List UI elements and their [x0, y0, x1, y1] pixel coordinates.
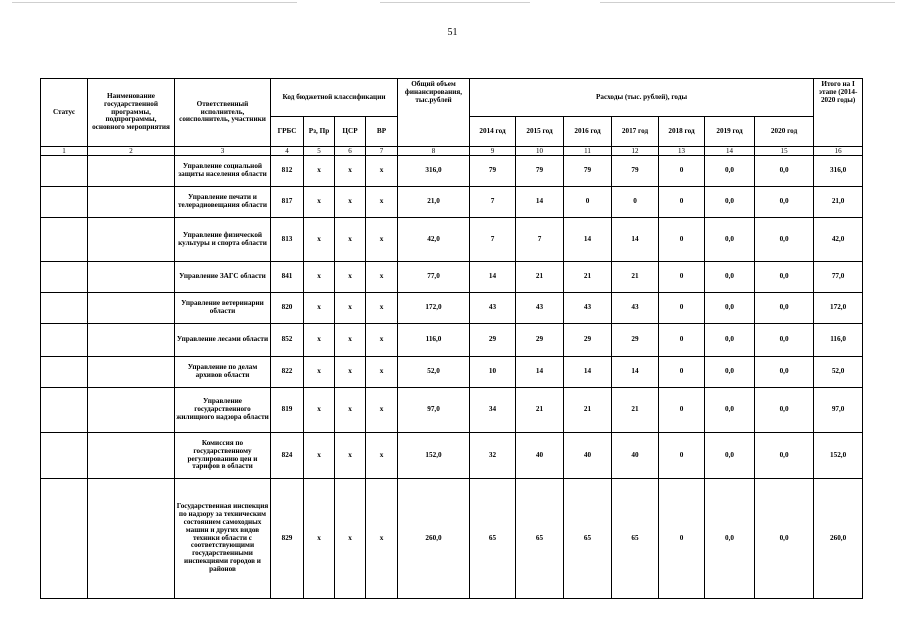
column-number: 9 [470, 147, 516, 156]
total-financing: 316,0 [398, 156, 470, 187]
header-year-2014: 2014 год [470, 117, 516, 147]
header-vr: ВР [366, 117, 398, 147]
table-row [41, 324, 863, 357]
total-financing: 52,0 [398, 357, 470, 388]
year-2016-value: 43 [564, 293, 612, 324]
stage-total-value: 52,0 [814, 357, 863, 388]
total-financing: 152,0 [398, 433, 470, 479]
year-2017-value: 79 [612, 156, 659, 187]
stage-total-value: 42,0 [814, 218, 863, 262]
year-2019-value: 0,0 [705, 357, 755, 388]
year-2018-value: 0 [659, 187, 705, 218]
year-2015-value: 14 [516, 357, 564, 388]
column-number: 11 [564, 147, 612, 156]
year-2014-value: 79 [470, 156, 516, 187]
top-rule-left [12, 2, 297, 3]
vr-code: х [366, 479, 398, 599]
participant-name: Управление по делам архивов области [175, 357, 271, 388]
csr-code: х [335, 388, 366, 433]
year-2014-value: 7 [470, 187, 516, 218]
stage-total-value: 260,0 [814, 479, 863, 599]
year-2014-value: 43 [470, 293, 516, 324]
year-2018-value: 0 [659, 433, 705, 479]
year-2020-value: 0,0 [755, 433, 814, 479]
year-2015-value: 79 [516, 156, 564, 187]
column-number: 6 [335, 147, 366, 156]
year-2017-value: 65 [612, 479, 659, 599]
year-2017-value: 14 [612, 357, 659, 388]
header-expenses: Расходы (тыс. рублей), годы [470, 79, 814, 117]
rz-pr-code: х [304, 187, 335, 218]
year-2020-value: 0,0 [755, 479, 814, 599]
year-2017-value: 21 [612, 262, 659, 293]
table-row [41, 293, 863, 324]
grbs-code: 819 [271, 388, 304, 433]
csr-code: х [335, 218, 366, 262]
grbs-code: 841 [271, 262, 304, 293]
vr-code: х [366, 262, 398, 293]
header-grbs: ГРБС [271, 117, 304, 147]
table-row [41, 388, 863, 433]
header-year-2019: 2019 год [705, 117, 755, 147]
table-row [41, 156, 863, 187]
rz-pr-code: х [304, 218, 335, 262]
grbs-code: 812 [271, 156, 304, 187]
rz-pr-code: х [304, 324, 335, 357]
header-total-financing: Общий объем финансирования, тыс.рублей [398, 79, 470, 147]
column-number: 8 [398, 147, 470, 156]
csr-code: х [335, 479, 366, 599]
stage-total-value: 172,0 [814, 293, 863, 324]
grbs-code: 817 [271, 187, 304, 218]
year-2020-value: 0,0 [755, 156, 814, 187]
header-executor: Ответственный исполнитель, соисполнитель, участники [175, 79, 271, 147]
total-financing: 116,0 [398, 324, 470, 357]
total-financing: 42,0 [398, 218, 470, 262]
status-cell [41, 187, 88, 218]
year-2019-value: 0,0 [705, 324, 755, 357]
header-budget-code: Код бюджетной классификации [271, 79, 398, 117]
year-2016-value: 29 [564, 324, 612, 357]
year-2014-value: 32 [470, 433, 516, 479]
year-2014-value: 10 [470, 357, 516, 388]
grbs-code: 852 [271, 324, 304, 357]
header-year-2020: 2020 год [755, 117, 814, 147]
column-number: 12 [612, 147, 659, 156]
year-2015-value: 40 [516, 433, 564, 479]
header-year-2018: 2018 год [659, 117, 705, 147]
total-financing: 21,0 [398, 187, 470, 218]
participant-name: Комиссия по государственному регулированию цен и тарифов в области [175, 433, 271, 479]
year-2015-value: 14 [516, 187, 564, 218]
year-2017-value: 0 [612, 187, 659, 218]
year-2014-value: 29 [470, 324, 516, 357]
header-program-name: Наименование государственной программы, подпрограммы, основного мероприятия [88, 79, 175, 147]
rz-pr-code: х [304, 479, 335, 599]
grbs-code: 822 [271, 357, 304, 388]
budget-table [40, 78, 863, 599]
program-name-cell [88, 324, 175, 357]
rz-pr-code: х [304, 262, 335, 293]
program-name-cell [88, 479, 175, 599]
vr-code: х [366, 433, 398, 479]
column-number: 7 [366, 147, 398, 156]
program-name-cell [88, 293, 175, 324]
stage-total-value: 97,0 [814, 388, 863, 433]
stage-total-value: 116,0 [814, 324, 863, 357]
participant-name: Управление печати и телерадиовещания области [175, 187, 271, 218]
program-name-cell [88, 262, 175, 293]
participant-name: Управление лесами области [175, 324, 271, 357]
top-rule-right [600, 2, 895, 3]
status-cell [41, 218, 88, 262]
grbs-code: 813 [271, 218, 304, 262]
participant-name: Государственная инспекция по надзору за техническим состоянием самоходных машин и других видов техники области с соответствующими государственными инспекциями городов и районов [175, 479, 271, 599]
stage-total-value: 316,0 [814, 156, 863, 187]
year-2019-value: 0,0 [705, 479, 755, 599]
status-cell [41, 479, 88, 599]
table-row [41, 433, 863, 479]
year-2014-value: 65 [470, 479, 516, 599]
grbs-code: 829 [271, 479, 304, 599]
column-number: 3 [175, 147, 271, 156]
year-2017-value: 43 [612, 293, 659, 324]
column-number: 2 [88, 147, 175, 156]
year-2018-value: 0 [659, 324, 705, 357]
table-row [41, 218, 863, 262]
participant-name: Управление государственного жилищного надзора области [175, 388, 271, 433]
grbs-code: 824 [271, 433, 304, 479]
top-rule-mid [380, 2, 530, 3]
program-name-cell [88, 187, 175, 218]
rz-pr-code: х [304, 388, 335, 433]
header-year-2016: 2016 год [564, 117, 612, 147]
table-row [41, 262, 863, 293]
vr-code: х [366, 357, 398, 388]
year-2018-value: 0 [659, 293, 705, 324]
year-2014-value: 14 [470, 262, 516, 293]
year-2018-value: 0 [659, 262, 705, 293]
year-2014-value: 7 [470, 218, 516, 262]
participant-name: Управление физической культуры и спорта области [175, 218, 271, 262]
stage-total-value: 77,0 [814, 262, 863, 293]
header-stage-total: Итого на I этапе (2014-2020 годы) [814, 79, 863, 147]
year-2018-value: 0 [659, 388, 705, 433]
rz-pr-code: х [304, 293, 335, 324]
status-cell [41, 156, 88, 187]
status-cell [41, 433, 88, 479]
year-2020-value: 0,0 [755, 324, 814, 357]
year-2018-value: 0 [659, 156, 705, 187]
year-2016-value: 0 [564, 187, 612, 218]
vr-code: х [366, 324, 398, 357]
rz-pr-code: х [304, 156, 335, 187]
csr-code: х [335, 357, 366, 388]
year-2015-value: 43 [516, 293, 564, 324]
year-2016-value: 65 [564, 479, 612, 599]
status-cell [41, 388, 88, 433]
table-row [41, 357, 863, 388]
csr-code: х [335, 187, 366, 218]
table-header [41, 79, 863, 156]
total-financing: 260,0 [398, 479, 470, 599]
year-2017-value: 21 [612, 388, 659, 433]
year-2019-value: 0,0 [705, 218, 755, 262]
year-2020-value: 0,0 [755, 388, 814, 433]
status-cell [41, 293, 88, 324]
column-number: 14 [705, 147, 755, 156]
program-name-cell [88, 156, 175, 187]
table-body [41, 156, 863, 599]
total-financing: 77,0 [398, 262, 470, 293]
year-2016-value: 21 [564, 388, 612, 433]
program-name-cell [88, 388, 175, 433]
header-status: Статус [41, 79, 88, 147]
year-2015-value: 21 [516, 262, 564, 293]
stage-total-value: 21,0 [814, 187, 863, 218]
vr-code: х [366, 388, 398, 433]
column-number: 10 [516, 147, 564, 156]
stage-total-value: 152,0 [814, 433, 863, 479]
year-2016-value: 40 [564, 433, 612, 479]
status-cell [41, 262, 88, 293]
year-2016-value: 14 [564, 218, 612, 262]
year-2018-value: 0 [659, 479, 705, 599]
csr-code: х [335, 433, 366, 479]
year-2019-value: 0,0 [705, 187, 755, 218]
column-number-row [41, 147, 863, 156]
year-2017-value: 29 [612, 324, 659, 357]
year-2017-value: 40 [612, 433, 659, 479]
csr-code: х [335, 324, 366, 357]
year-2015-value: 29 [516, 324, 564, 357]
year-2014-value: 34 [470, 388, 516, 433]
year-2017-value: 14 [612, 218, 659, 262]
column-number: 1 [41, 147, 88, 156]
year-2016-value: 14 [564, 357, 612, 388]
status-cell [41, 357, 88, 388]
program-name-cell [88, 357, 175, 388]
column-number: 13 [659, 147, 705, 156]
year-2019-value: 0,0 [705, 433, 755, 479]
year-2015-value: 7 [516, 218, 564, 262]
participant-name: Управление социальной защиты населения области [175, 156, 271, 187]
program-name-cell [88, 433, 175, 479]
column-number: 5 [304, 147, 335, 156]
vr-code: х [366, 218, 398, 262]
year-2015-value: 65 [516, 479, 564, 599]
header-rz-pr: Рз, Пр [304, 117, 335, 147]
grbs-code: 820 [271, 293, 304, 324]
participant-name: Управление ветеринарии области [175, 293, 271, 324]
year-2020-value: 0,0 [755, 218, 814, 262]
year-2020-value: 0,0 [755, 293, 814, 324]
program-name-cell [88, 218, 175, 262]
total-financing: 97,0 [398, 388, 470, 433]
vr-code: х [366, 187, 398, 218]
table-row [41, 187, 863, 218]
year-2018-value: 0 [659, 357, 705, 388]
year-2018-value: 0 [659, 218, 705, 262]
column-number: 4 [271, 147, 304, 156]
total-financing: 172,0 [398, 293, 470, 324]
year-2019-value: 0,0 [705, 262, 755, 293]
page-number: 51 [447, 27, 458, 38]
year-2016-value: 79 [564, 156, 612, 187]
vr-code: х [366, 293, 398, 324]
column-number: 16 [814, 147, 863, 156]
year-2019-value: 0,0 [705, 156, 755, 187]
year-2020-value: 0,0 [755, 262, 814, 293]
year-2020-value: 0,0 [755, 357, 814, 388]
header-csr: ЦСР [335, 117, 366, 147]
csr-code: х [335, 156, 366, 187]
status-cell [41, 324, 88, 357]
rz-pr-code: х [304, 433, 335, 479]
year-2015-value: 21 [516, 388, 564, 433]
year-2019-value: 0,0 [705, 293, 755, 324]
table-row [41, 479, 863, 599]
csr-code: х [335, 293, 366, 324]
csr-code: х [335, 262, 366, 293]
year-2019-value: 0,0 [705, 388, 755, 433]
header-year-2015: 2015 год [516, 117, 564, 147]
vr-code: х [366, 156, 398, 187]
rz-pr-code: х [304, 357, 335, 388]
column-number: 15 [755, 147, 814, 156]
header-year-2017: 2017 год [612, 117, 659, 147]
year-2020-value: 0,0 [755, 187, 814, 218]
participant-name: Управление ЗАГС области [175, 262, 271, 293]
year-2016-value: 21 [564, 262, 612, 293]
